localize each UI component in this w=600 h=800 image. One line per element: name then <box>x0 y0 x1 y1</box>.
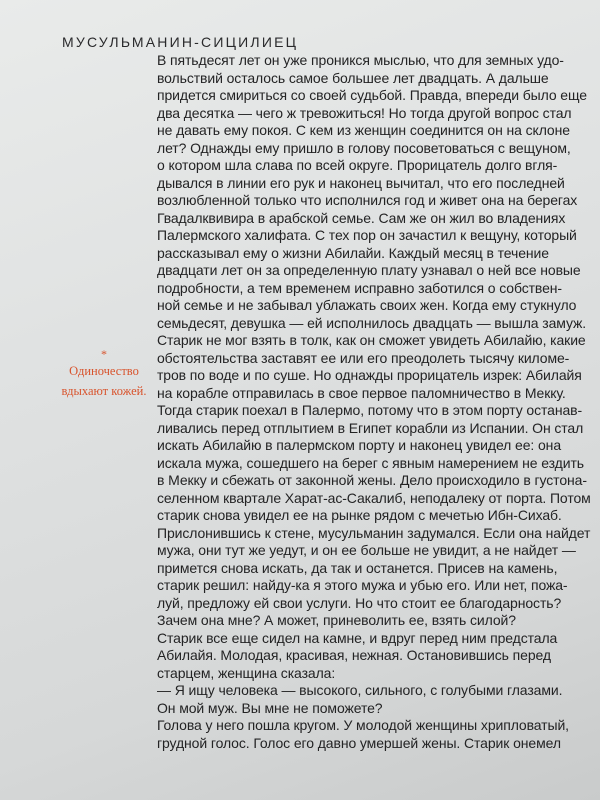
sidenote-line: Одиночество <box>69 364 139 378</box>
text-line: искала мужа, сошедшего на берег с явным намерением не ездить <box>157 454 584 471</box>
text-line: старцем, женщина сказала: <box>157 664 336 681</box>
chapter-title: МУСУЛЬМАНИН-СИЦИЛИЕЦ <box>62 34 299 50</box>
text-line: Зачем она мне? А может, приневолить ее, взять силой? <box>157 612 516 628</box>
text-line: селенном квартале Харат-ас-Сакалиб, неподалеку от порта. Потом <box>157 489 591 506</box>
text-line: грудной голос. Голос его давно умершей жены. Старик онемел <box>157 734 561 751</box>
text-line: Он мой муж. Вы мне не поможете? <box>157 699 383 716</box>
text-line: старик решил: найду-ка я этого мужа и убью его. Или нет, пожа- <box>157 577 568 593</box>
text-line: Старик не мог взять в толк, как он сможет увидеть Абилайю, какие <box>157 332 586 348</box>
text-line: Тогда старик поехал в Палермо, потому что в этом порту останав- <box>157 402 583 418</box>
text-line: не давать ему покоя. С кем из женщин соединится он на склоне <box>157 122 570 138</box>
text-line: старик снова увидел ее на рынке рядом с мечетью Ибн-Сихаб. <box>157 507 562 523</box>
text-line: рассказывал ему о жизни Абилайи. Каждый месяц в течение <box>157 244 549 261</box>
text-line: Абилайя. Молодая, красивая, нежная. Остановившись перед <box>157 647 551 663</box>
text-line: тров по воде и по суше. Но однажды прорицатель изрек: Абилайя <box>157 367 582 383</box>
text-line: вольствий осталось самое большее лет двадцать. А дальше <box>157 69 549 86</box>
text-line: придется смириться со своей судьбой. Правда, впереди было еще <box>157 87 587 103</box>
text-line: искать Абилайю в палермском порту и наконец увидел ее: она <box>157 437 562 453</box>
text-line: возлюбленной только что исполнился год и живет она на берегах <box>157 192 578 208</box>
text-line: — Я ищу человека — высокого, сильного, с голубыми глазами. <box>157 682 563 698</box>
text-line: дывался в линии его рук и наконец вычитал, что его последней <box>157 174 565 191</box>
text-line: семьдесят, девушка — ей исполнилось двадцать — вышла замуж. <box>157 314 587 331</box>
text-line: двадцати лет он за определенную плату узнавал о ней все новые <box>157 262 581 278</box>
sidenote-marker: * <box>101 347 107 361</box>
body-text <box>157 52 591 752</box>
text-line: лет? Однажды ему пришло в голову посоветоваться с вещуном, <box>157 139 571 156</box>
text-line: луй, предложу ей свои услуги. Но что стоит ее благодарность? <box>157 594 562 611</box>
text-line: Гвадалквивира в арабской семье. Сам же он жил во владениях <box>157 209 566 226</box>
sidenote <box>52 347 156 401</box>
text-line: обстоятельства заставят ее или его преодолеть тысячу киломе- <box>157 349 570 366</box>
text-line: ной семье и не забывал ублажать своих жен. Когда ему стукнуло <box>157 297 577 313</box>
text-line: два десятка — чего ж тревожиться! Но тогда другой вопрос стал <box>157 104 572 121</box>
text-line: Прислонившись к стене, мусульманин задумался. Если она найдет <box>157 524 591 541</box>
text-line: на корабле отправилась в свое первое паломничество в Мекку. <box>157 384 566 401</box>
text-line: Старик все еще сидел на камне, и вдруг перед ним предстала <box>157 629 558 646</box>
text-line: Голова у него пошла кругом. У молодой женщины хрипловатый, <box>157 717 569 733</box>
text-line: о котором шла слава по всей округе. Прорицатель долго вгля- <box>157 157 558 173</box>
text-line: примется снова искать, да так и останется. Присев на камень, <box>157 559 558 576</box>
text-line: подробности, а тем временем исправно заботился о собствен- <box>157 279 562 296</box>
text-line: в Мекку и сбежать от законной жены. Дело происходило в густона- <box>157 472 587 488</box>
text-line: Палермского халифата. С тех пор он зачастил к вещуну, который <box>157 227 577 243</box>
text-line: В пятьдесят лет он уже проникся мыслью, что для земных удо- <box>157 52 564 68</box>
sidenote-line: вдыхают кожей. <box>61 384 147 398</box>
text-line: ливались перед отплытием в Египет корабли из Испании. Он стал <box>157 419 584 436</box>
text-line: мужа, они тут же уедут, и он ее больше не увидит, а не найдет — <box>157 542 576 558</box>
